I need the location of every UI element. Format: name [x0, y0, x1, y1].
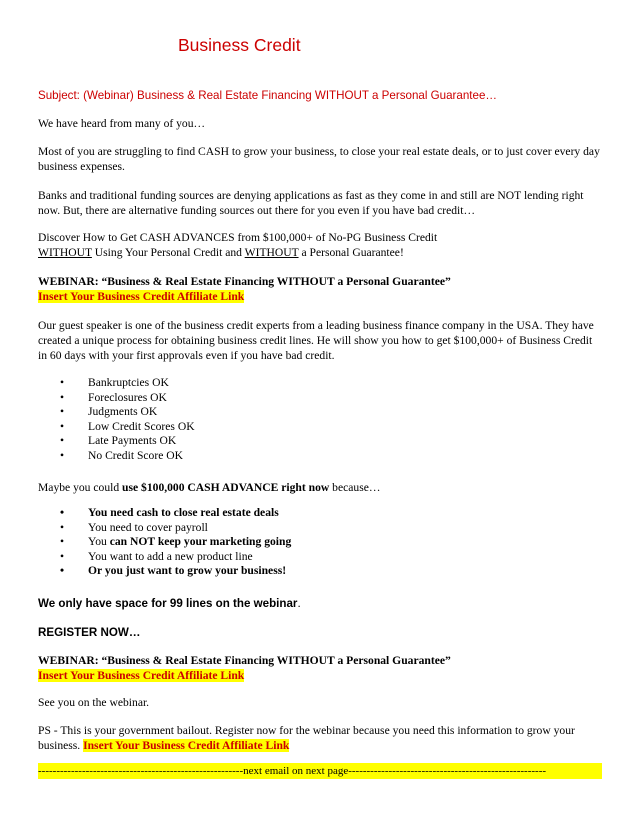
list-item: • Foreclosures OK [38, 391, 195, 406]
subject-line: Subject: (Webinar) Business & Real Estate Financing WITHOUT a Personal Guarantee… [38, 89, 498, 102]
list-item: • Judgments OK [38, 405, 195, 420]
list-item: • No Credit Score OK [38, 449, 195, 464]
maybe-bold: use $100,000 CASH ADVANCE right now [122, 481, 330, 494]
webinar-block-2 [38, 653, 602, 683]
see-you-line: See you on the webinar. [38, 696, 150, 709]
greeting: We have heard from many of you… [38, 117, 206, 130]
list-item: • Or you just want to grow your business! [38, 564, 291, 579]
webinar-title-1: WEBINAR: “Business & Real Estate Financing WITHOUT a Personal Guarantee” [38, 275, 451, 288]
discover-block [38, 230, 602, 260]
affiliate-link-1[interactable]: Insert Your Business Credit Affiliate Link [38, 290, 245, 303]
ps-paragraph [38, 723, 602, 753]
next-email-divider: --------------------------------------------------------next email on next page------------------------------------------------------ [38, 763, 602, 779]
without-1: WITHOUT [38, 246, 92, 259]
space-note-text: We only have space for 99 lines on the webinar [38, 597, 298, 610]
affiliate-link-3[interactable]: Insert Your Business Credit Affiliate Link [83, 739, 290, 752]
webinar-block-1 [38, 274, 602, 304]
reasons-list [38, 506, 291, 579]
list-item: • You need to cover payroll [38, 521, 291, 536]
list-item: • You need cash to close real estate deals [38, 506, 291, 521]
discover-mid: Using Your Personal Credit and [91, 246, 245, 259]
space-note [38, 596, 602, 611]
list-item [38, 535, 291, 550]
without-2: WITHOUT [244, 246, 299, 259]
discover-end: a Personal Guarantee! [298, 246, 404, 259]
webinar-title-2: WEBINAR: “Business & Real Estate Financing WITHOUT a Personal Guarantee” [38, 654, 451, 667]
list-item: • Low Credit Scores OK [38, 420, 195, 435]
paragraph-guest-speaker: Our guest speaker is one of the business credit experts from a leading business finance company in the USA. They have created a unique process for obtaining business credit lines. He will show you how to get $100,000+ of Business Credit in 60 days with your first approvals even if you have bad credit. [38, 319, 594, 362]
page-title: Business Credit [178, 35, 301, 55]
list-item: • Late Payments OK [38, 434, 195, 449]
space-note-period: . [297, 597, 301, 610]
register-now: REGISTER NOW… [38, 626, 141, 639]
reason-3-pre: You [88, 535, 110, 549]
list-item: • You want to add a new product line [38, 550, 291, 565]
maybe-post: because… [329, 481, 381, 494]
list-item: • Bankruptcies OK [38, 376, 195, 391]
maybe-pre: Maybe you could [38, 481, 123, 494]
ps-text: PS - This is your government bailout. Register now for the webinar because you need this information to grow your business. [38, 724, 575, 752]
paragraph-cash: Most of you are struggling to find CASH to grow your business, to close your real estate deals, or to just cover every day business expenses. [38, 145, 600, 173]
discover-line-2 [38, 245, 602, 260]
affiliate-link-2[interactable]: Insert Your Business Credit Affiliate Link [38, 669, 245, 682]
reason-3-bold: can NOT keep your marketing going [109, 535, 292, 549]
maybe-line [38, 480, 602, 495]
discover-line-1: Discover How to Get CASH ADVANCES from $100,000+ of No-PG Business Credit [38, 231, 438, 244]
paragraph-banks: Banks and traditional funding sources are denying applications as fast as they come in and still are NOT lending right now. But, there are alternative funding sources out there for you even if you have bad credit… [38, 189, 584, 217]
ok-list [38, 376, 195, 464]
